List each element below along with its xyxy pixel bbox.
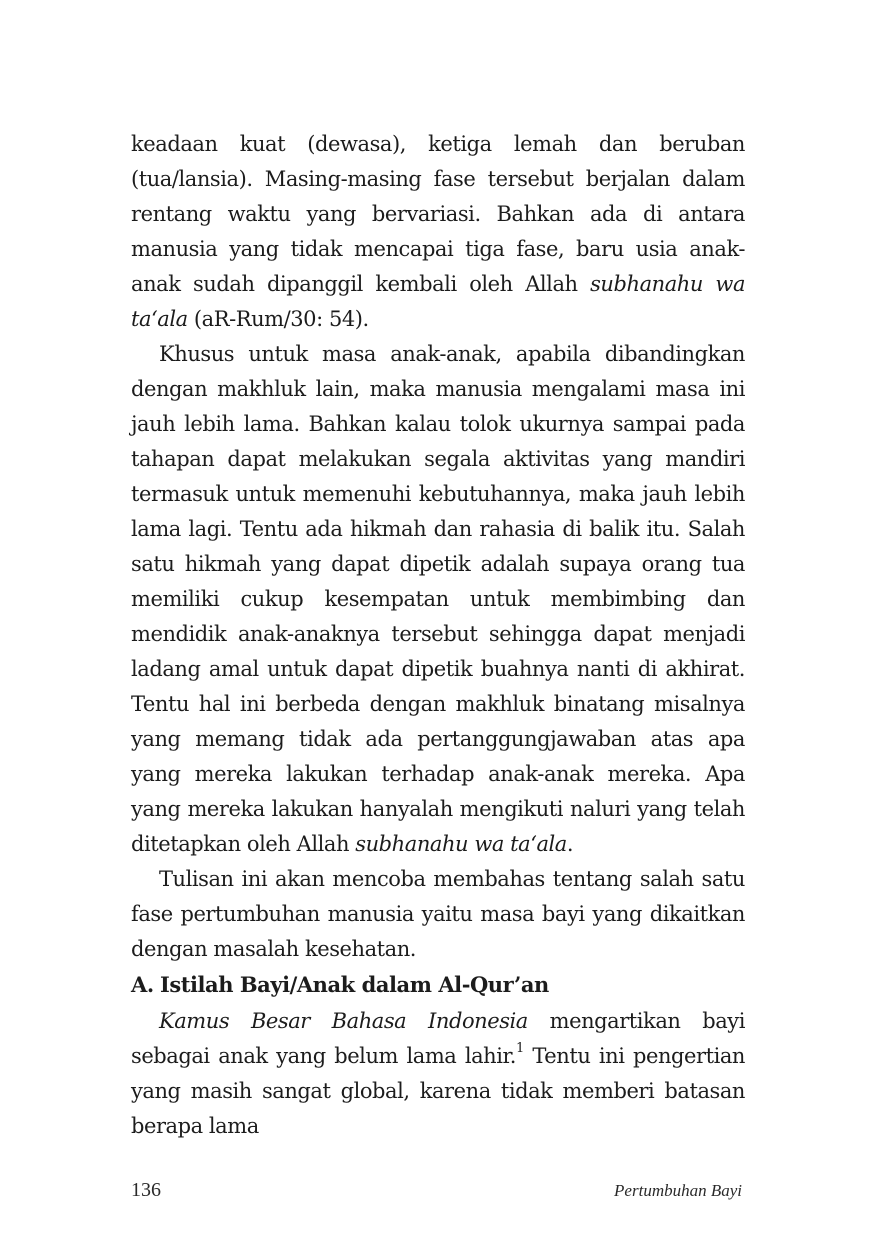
page-number: 136	[131, 1179, 161, 1201]
text-run: Khusus untuk masa anak-anak, apabila dibandingkan dengan makhluk lain, maka manusia mengalami masa ini jauh lebih lama. Bahkan kalau tolok ukurnya sampai pada tahapan dapat melakukan segala aktivitas yang mandiri termasuk untuk memenuhi kebutuhannya, maka jauh lebih lama lagi. Tentu ada hikmah dan rahasia di balik itu. Salah satu hikmah yang dapat dipetik adalah supaya orang tua memiliki cukup kesempatan untuk membimbing dan mendidik anak-anaknya tersebut sehingga dapat menjadi ladang amal untuk dapat dipetik buahnya nanti di akhirat. Tentu hal ini berbeda dengan makhluk binatang misalnya yang memang tidak ada pertanggungjawaban atas apa yang mereka lakukan terhadap anak-anak mereka. Apa yang mereka lakukan hanyalah mengikuti naluri yang telah ditetapkan oleh Allah	[131, 342, 745, 856]
section-body	[131, 1004, 745, 1144]
footnote-marker: 1	[516, 1041, 524, 1056]
paragraph	[131, 862, 745, 967]
running-title: Pertumbuhan Bayi	[614, 1181, 742, 1200]
italic-text: Kamus Besar Bahasa Indonesia	[159, 1009, 528, 1033]
text-run: mengartikan bayi sebagai anak yang belum lama lahir.	[131, 1009, 745, 1068]
section-title: Istilah Bayi/Anak dalam Al-Qur’an	[160, 972, 549, 997]
text-run: Tentu ini pengertian yang masih sangat global, karena tidak memberi batasan berapa lama	[131, 1044, 745, 1138]
italic-text: subhanahu wa ta‘ala	[131, 272, 746, 331]
section-heading	[131, 967, 745, 1002]
text-run: Tulisan ini akan mencoba membahas tentang salah satu fase pertumbuhan manusia yaitu masa bayi yang dikaitkan dengan masalah kesehatan.	[131, 867, 745, 961]
text-run: (aR-Rum/30: 54).	[187, 307, 369, 331]
text-run: .	[566, 832, 574, 856]
section-number: A.	[131, 972, 154, 997]
paragraph	[131, 1004, 745, 1144]
italic-text: subhanahu wa ta‘ala	[355, 832, 567, 856]
body-text	[131, 127, 745, 967]
paragraph	[131, 337, 745, 862]
text-run: keadaan kuat (dewasa), ketiga lemah dan beruban (tua/lansia). Masing-masing fase tersebut berjalan dalam rentang waktu yang bervariasi. Bahkan ada di antara manusia yang tidak mencapai tiga fase, baru usia anak-anak sudah dipanggil kembali oleh Allah	[131, 132, 745, 296]
paragraph	[131, 127, 745, 337]
